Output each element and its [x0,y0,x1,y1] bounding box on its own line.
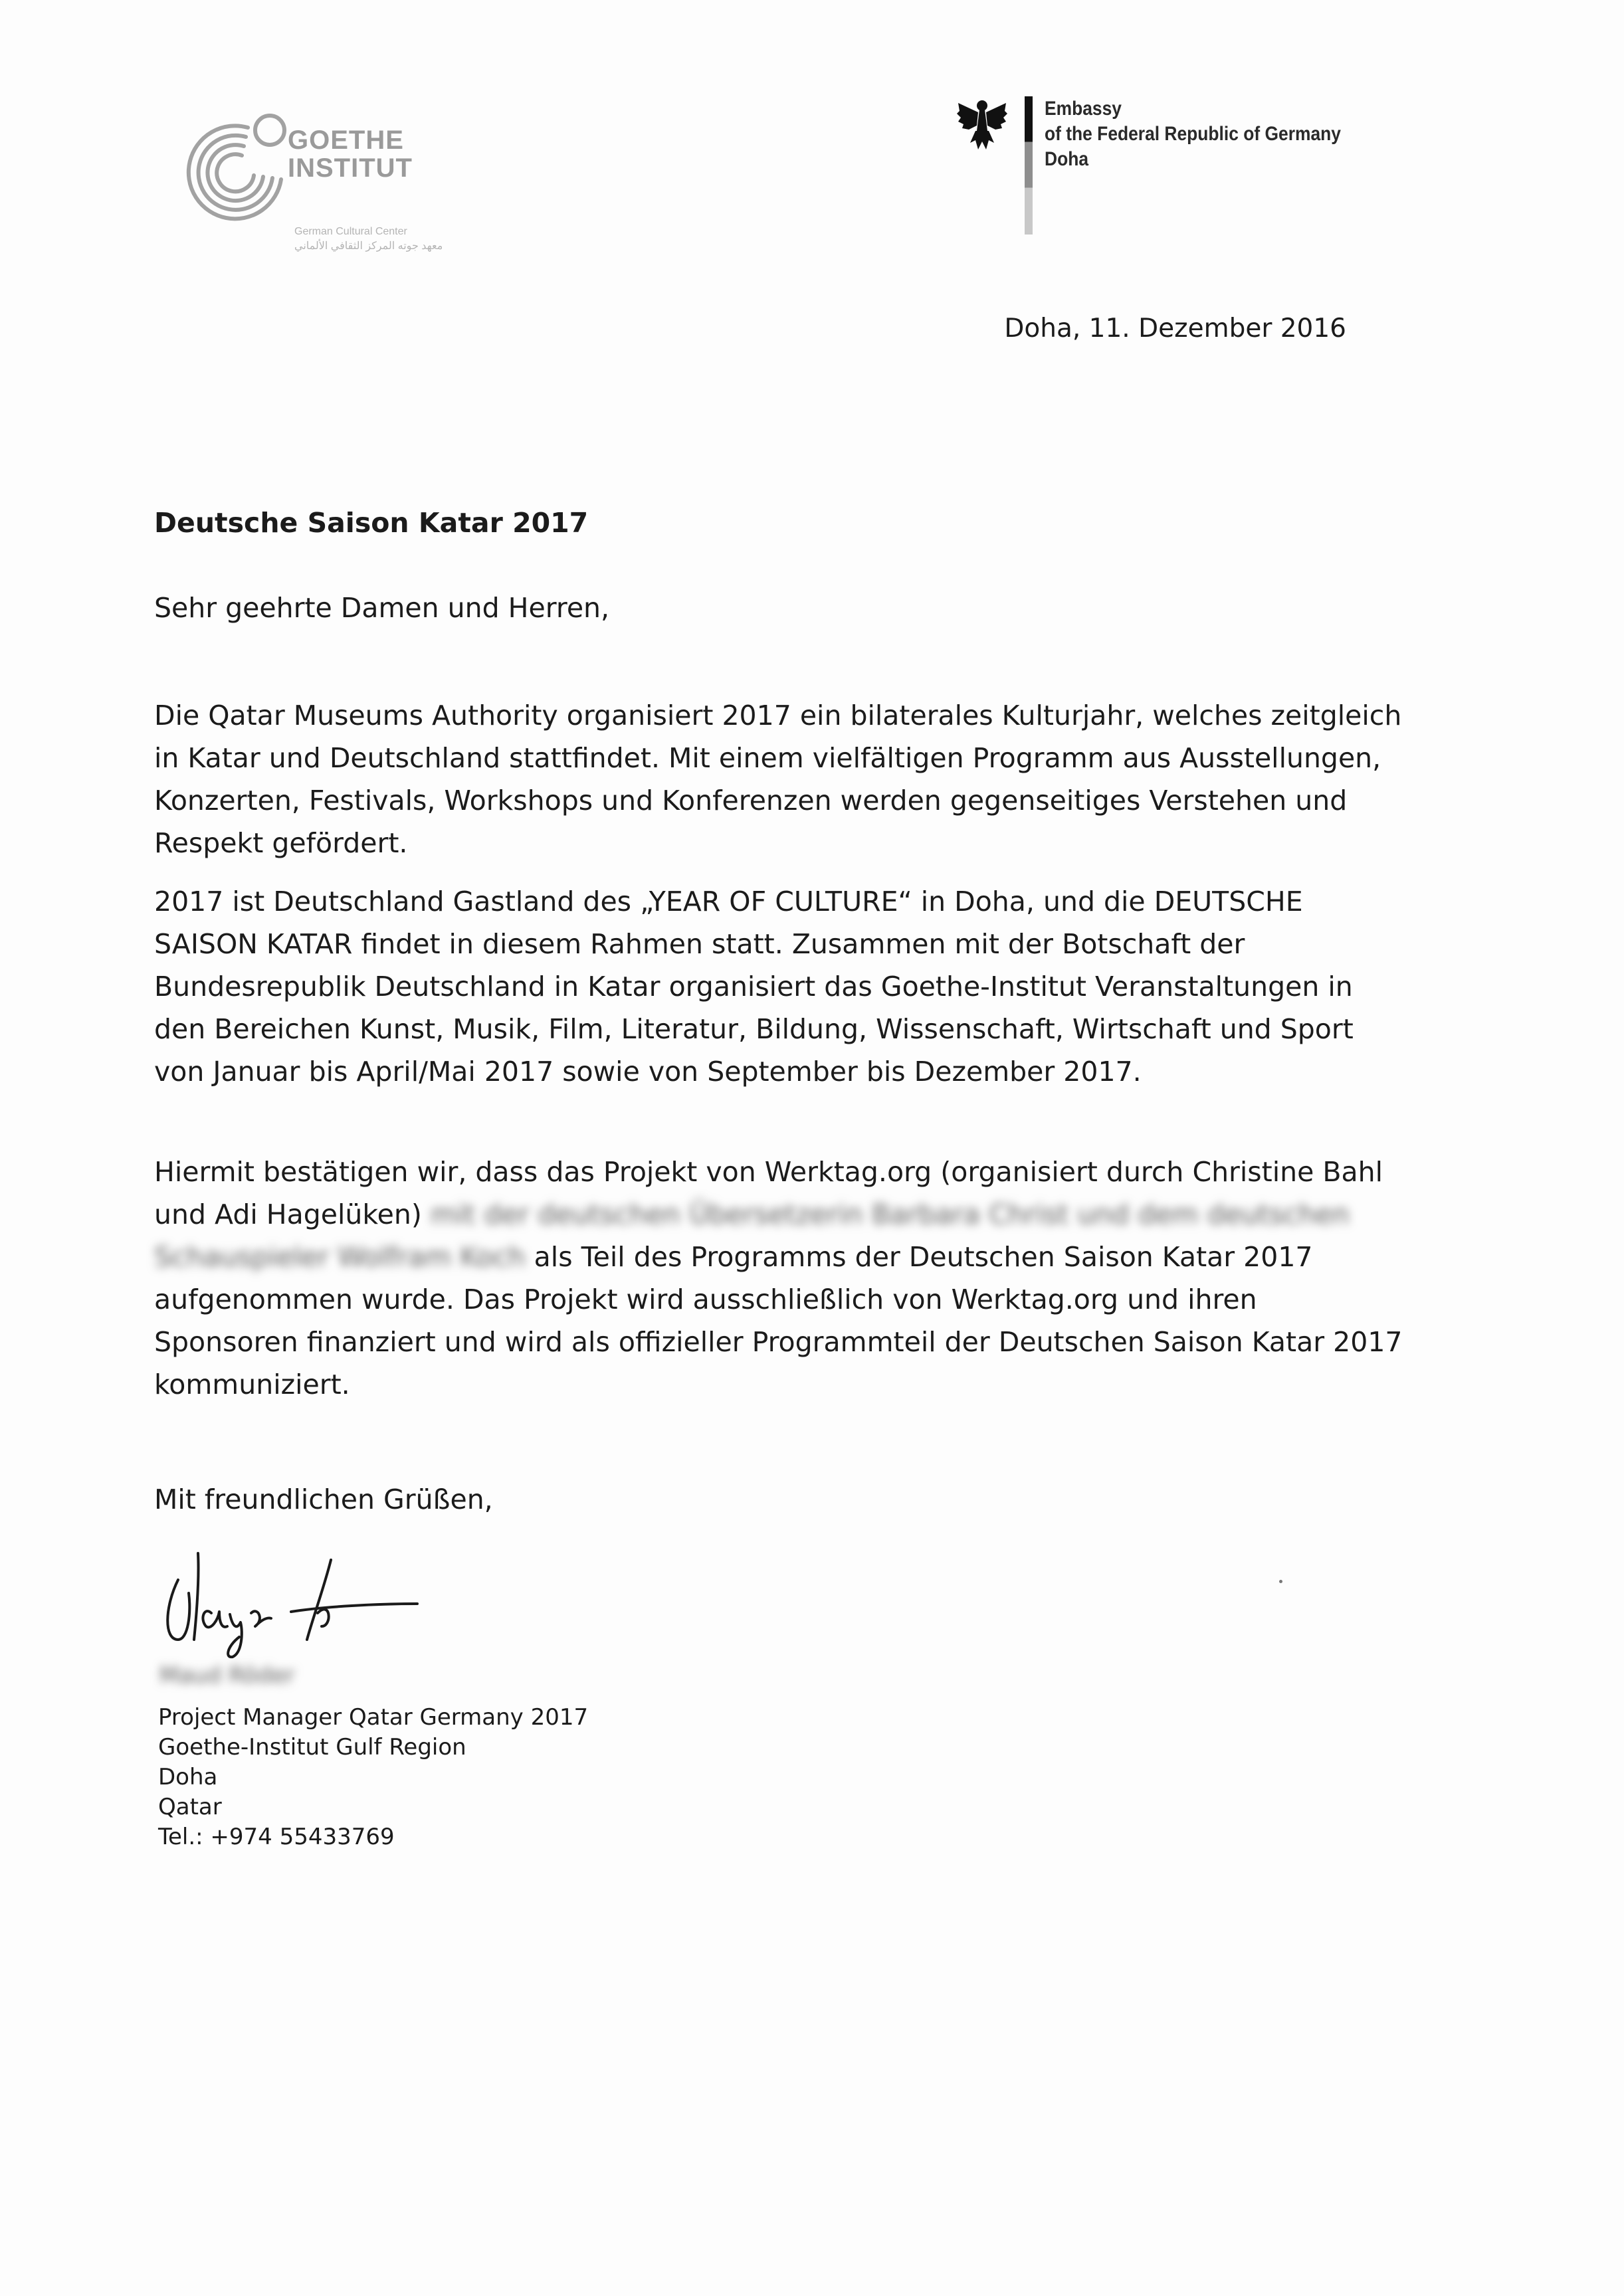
embassy-letterhead [956,96,1421,242]
sender-phone: Tel.: +974 55433769 [158,1824,395,1850]
redacted-text: mit der deutschen Übersetzerin Barbara Christ und dem deutschen Schauspieler Wolfram Koch [154,1198,1350,1273]
paper-speck [1279,1580,1282,1583]
letter-closing: Mit freundlichen Grüßen, [154,1483,493,1515]
embassy-name [1045,96,1341,172]
signer-name-redacted: Maud Röder [159,1662,295,1689]
embassy-line3: Doha [1045,148,1088,170]
goethe-wordmark [288,126,413,182]
handwritten-signature [158,1540,437,1666]
paragraph-1: Die Qatar Museums Authority organisiert 2017 ein bilaterales Kulturjahr, welches zeitgleich in Katar und Deutschland stattfindet. Mit einem vielfältigen Programm aus Ausstellungen, Konzerten, Festivals, Workshops und Konferenzen werden gegenseitiges Verstehen und Respekt gefördert. [154,700,1402,859]
federal-eagle-icon [956,96,1009,153]
goethe-subtitle [294,225,443,254]
letter-salutation: Sehr geehrte Damen und Herren, [154,592,610,624]
sender-city: Doha [158,1764,218,1790]
sender-organisation: Goethe-Institut Gulf Region [158,1734,466,1761]
goethe-subtitle-ar: معهد جوته المركز الثقافي الألماني [294,240,443,252]
embassy-line1: Embassy [1045,98,1122,120]
goethe-wordmark-line1: GOETHE [288,126,404,155]
goethe-spiral-icon [171,100,298,226]
sender-country: Qatar [158,1794,222,1820]
embassy-line2: of the Federal Republic of Germany [1045,123,1341,145]
paragraph-2: 2017 ist Deutschland Gastland des „YEAR OF CULTURE“ in Doha, und die DEUTSCHE SAISON KATAR findet in diesem Rahmen statt. Zusammen mit der Botschaft der Bundesrepublik Deutschland in Katar organisiert das Goethe-Institut Veranstaltungen in den Bereichen Kunst, Musik, Film, Literatur, Bildung, Wissenschaft, Wirtschaft und Sport von Januar bis April/Mai 2017 sowie von September bis Dezember 2017. [154,886,1354,1088]
paragraph-3-start: Hiermit bestätigen wir, dass das Projekt von Werktag.org (organisiert durch Christine Bahl und Adi Hagelüken) [154,1156,1383,1230]
letter-subject: Deutsche Saison Katar 2017 [154,507,589,539]
letter-date: Doha, 11. Dezember 2016 [1004,314,1346,343]
goethe-wordmark-line2: INSTITUT [288,153,413,183]
goethe-subtitle-en: German Cultural Center [294,226,407,237]
paragraph-3 [154,1151,1403,1406]
embassy-color-bar [1025,96,1033,235]
sender-block [158,1703,588,1852]
paragraph-3-end: als Teil des Programms der Deutschen Saison Katar 2017 aufgenommen wurde. Das Projekt wird ausschließlich von Werktag.org und ihren Sponsoren finanziert und wird als offizieller Programmteil der Deutschen Saison Katar 2017 kommuniziert. [154,1241,1403,1400]
goethe-institut-logo [171,100,457,266]
sender-role: Project Manager Qatar Germany 2017 [158,1704,589,1731]
